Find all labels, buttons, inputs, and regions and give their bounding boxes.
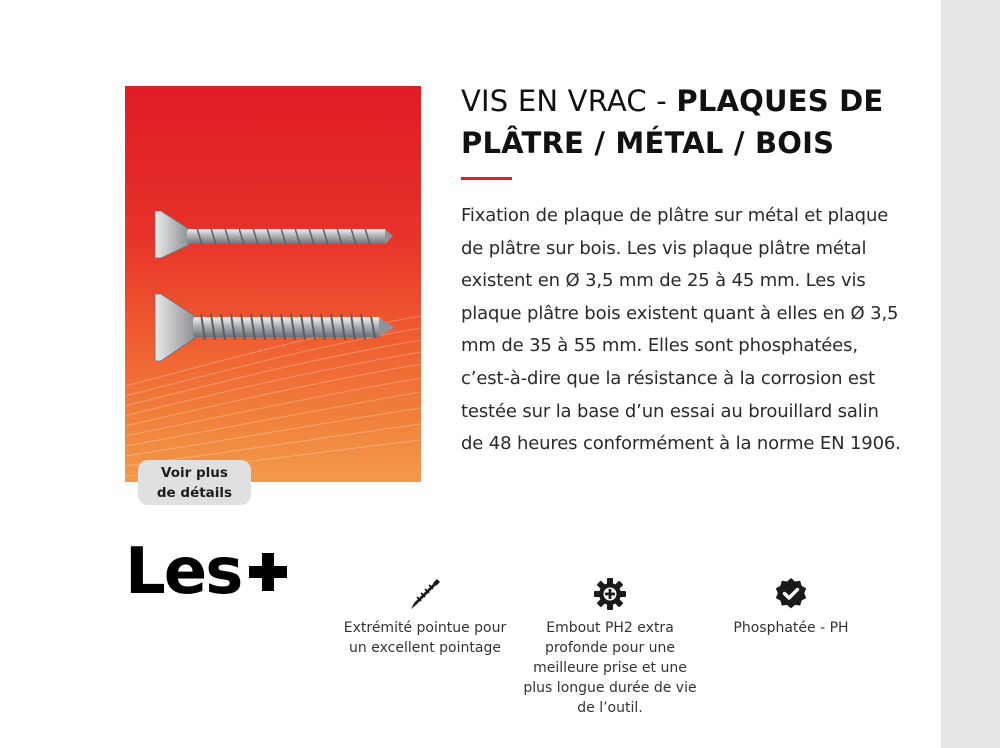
screw-icon	[407, 576, 443, 612]
title-underline	[461, 177, 512, 180]
advantages-heading-text: Les	[125, 535, 242, 609]
product-description: Fixation de plaque de plâtre sur métal et plaque de plâtre sur bois. Les vis plaque plâtre métal existent en Ø 3,5 mm de 25 à 45 mm. Les vis plaque plâtre bois existent quant à elles en Ø 3,5 mm de 35 à 55 mm. Elles sont phosphatées, c’est-à-dire que la résistance à la corrosion est testée sur la base d’un essai au brouillard salin de 48 heures conformément à la norme EN 1906.	[461, 205, 901, 455]
advantage-text-pointed-tip: Extrémité pointue pour un excellent pointage	[343, 620, 507, 656]
details-button-line1: Voir plus	[161, 464, 228, 481]
screws-illustration	[125, 86, 421, 482]
advantages-heading	[125, 536, 287, 608]
see-more-details-button[interactable]	[138, 460, 251, 505]
advantage-item-pointed-tip	[338, 576, 512, 658]
product-title	[461, 80, 931, 164]
advantage-item-ph2-bit	[518, 576, 702, 718]
right-side-strip	[941, 0, 1000, 748]
details-button-line2: de détails	[156, 484, 233, 501]
screw-bottom-image	[155, 294, 395, 361]
advantage-item-phosphated	[716, 576, 866, 638]
product-title-bold: PLAQUES DE PLÂTRE / MÉTAL / BOIS	[461, 84, 884, 160]
product-title-regular: VIS EN VRAC -	[461, 84, 677, 118]
gear-icon	[592, 576, 628, 612]
product-image	[125, 86, 421, 482]
check-badge-icon	[773, 576, 809, 612]
advantage-text-ph2-bit: Embout PH2 extra profonde pour une meilleure prise et une plus longue durée de vie de l’outil.	[523, 620, 697, 716]
screw-top-image	[155, 211, 393, 258]
plus-icon	[249, 553, 287, 591]
advantage-text-phosphated: Phosphatée - PH	[733, 620, 849, 636]
